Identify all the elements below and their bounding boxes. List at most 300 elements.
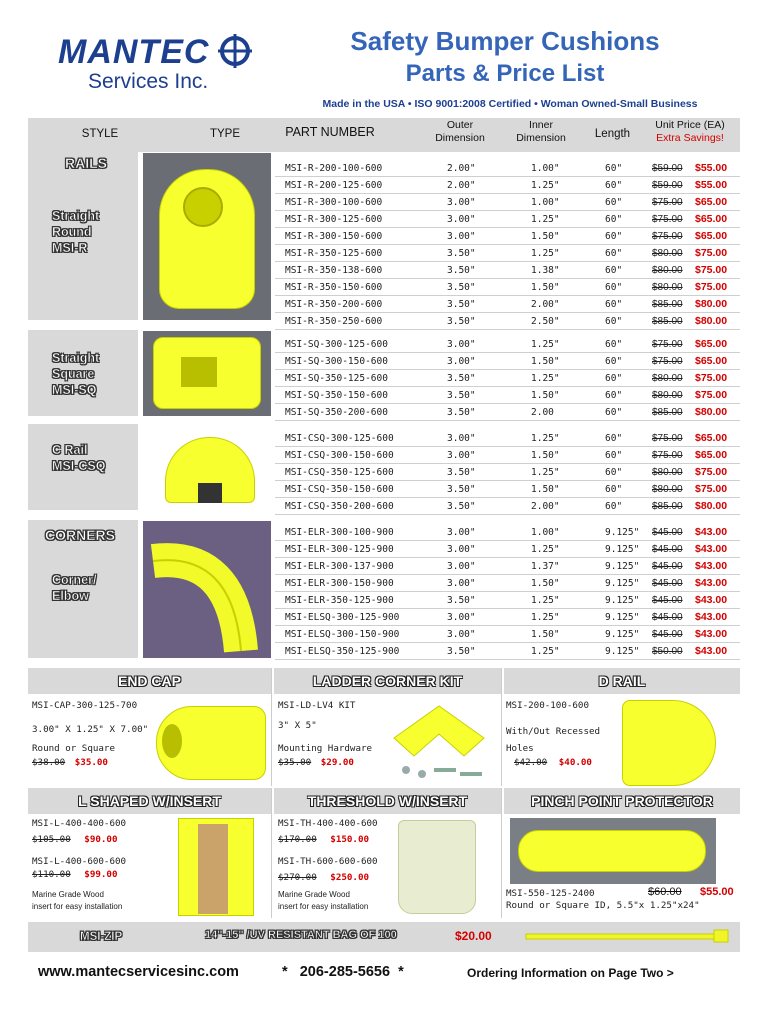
cell-part-number: MSI-SQ-350-125-600 xyxy=(285,373,388,384)
cell-inner-dim: 1.25" xyxy=(531,433,560,444)
table-row xyxy=(275,575,740,592)
cell-inner-dim: 1.25" xyxy=(531,214,560,225)
cell-new-price: $65.00 xyxy=(695,449,728,461)
cell-outer-dim: 3.00" xyxy=(447,578,476,589)
pinch-point-old-price: $60.00 xyxy=(648,886,682,898)
table-row xyxy=(275,160,740,177)
cell-old-price: $80.00 xyxy=(652,248,683,259)
cell-inner-dim: 1.25" xyxy=(531,595,560,606)
cell-old-price: $75.00 xyxy=(652,433,683,444)
table-row xyxy=(275,498,740,515)
table-row xyxy=(275,194,740,211)
cell-new-price: $75.00 xyxy=(695,264,728,276)
cell-outer-dim: 3.50" xyxy=(447,484,476,495)
cell-inner-dim: 1.25" xyxy=(531,467,560,478)
cell-inner-dim: 1.50" xyxy=(531,356,560,367)
end-cap-box xyxy=(28,668,272,786)
table-row xyxy=(275,626,740,643)
cell-old-price: $80.00 xyxy=(652,373,683,384)
c-rail-label-1: C Rail xyxy=(52,443,88,457)
c-rail-photo xyxy=(143,425,271,510)
cell-outer-dim: 3.50" xyxy=(447,501,476,512)
threshold-note-2: insert for easy installation xyxy=(278,902,369,911)
table-row xyxy=(275,228,740,245)
l-shaped-old-2: $110.00 xyxy=(32,869,71,880)
cell-outer-dim: 3.00" xyxy=(447,612,476,623)
threshold-title: THRESHOLD W/INSERT xyxy=(274,788,501,814)
l-shaped-note-1: Marine Grade Wood xyxy=(32,890,104,899)
cell-new-price: $43.00 xyxy=(695,628,728,640)
threshold-box xyxy=(274,788,502,918)
cell-inner-dim: 1.50" xyxy=(531,629,560,640)
cell-new-price: $75.00 xyxy=(695,483,728,495)
end-cap-part: MSI-CAP-300-125-700 xyxy=(32,700,138,711)
zip-desc: 14"-15" /UV RESISTANT BAG OF 100 xyxy=(205,929,397,941)
round-label-1: Straight xyxy=(52,209,100,223)
cell-new-price: $80.00 xyxy=(695,298,728,310)
col-style: STYLE xyxy=(81,128,119,140)
cell-part-number: MSI-R-300-125-600 xyxy=(285,214,383,225)
cell-inner-dim: 2.50" xyxy=(531,316,560,327)
cell-part-number: MSI-ELSQ-300-125-900 xyxy=(285,612,400,623)
cell-new-price: $43.00 xyxy=(695,594,728,606)
cell-outer-dim: 3.00" xyxy=(447,197,476,208)
table-row xyxy=(275,262,740,279)
cell-outer-dim: 2.00" xyxy=(447,163,476,174)
cell-part-number: MSI-ELR-300-100-900 xyxy=(285,527,394,538)
cell-old-price: $59.00 xyxy=(652,163,683,174)
col-part-number: PART NUMBER xyxy=(285,125,375,139)
cell-old-price: $80.00 xyxy=(652,265,683,276)
d-rail-part: MSI-200-100-600 xyxy=(506,700,589,711)
cell-part-number: MSI-SQ-300-150-600 xyxy=(285,356,388,367)
cell-outer-dim: 3.50" xyxy=(447,595,476,606)
elbow-photo xyxy=(143,521,271,658)
cell-part-number: MSI-ELR-300-125-900 xyxy=(285,544,394,555)
cell-length: 9.125" xyxy=(605,561,640,572)
round-label-3: MSI-R xyxy=(52,241,88,255)
elbow-label-1: Corner/ xyxy=(52,573,97,587)
d-rail-title: D RAIL xyxy=(504,668,740,694)
cell-inner-dim: 2.00 xyxy=(531,407,554,418)
table-row xyxy=(275,296,740,313)
cell-outer-dim: 3.00" xyxy=(447,561,476,572)
cell-outer-dim: 2.00" xyxy=(447,180,476,191)
footer-phone: * 206-285-5656 * xyxy=(282,964,404,980)
cell-outer-dim: 3.00" xyxy=(447,356,476,367)
zip-price: $20.00 xyxy=(455,929,492,943)
cell-old-price: $75.00 xyxy=(652,339,683,350)
cell-outer-dim: 3.00" xyxy=(447,629,476,640)
cell-inner-dim: 1.37" xyxy=(531,561,560,572)
cell-length: 60" xyxy=(605,197,623,208)
cell-inner-dim: 1.50" xyxy=(531,231,560,242)
table-row xyxy=(275,177,740,194)
cell-inner-dim: 1.50" xyxy=(531,282,560,293)
cell-inner-dim: 1.25" xyxy=(531,612,560,623)
cell-new-price: $65.00 xyxy=(695,213,728,225)
pinch-point-desc: Round or Square ID, 5.5"x 1.25"x24" xyxy=(506,900,700,911)
cell-new-price: $65.00 xyxy=(695,355,728,367)
ladder-kit-new-price: $29.00 xyxy=(320,757,354,768)
col-unit-price-1: Unit Price (EA) xyxy=(655,119,725,131)
cell-length: 9.125" xyxy=(605,544,640,555)
cell-new-price: $55.00 xyxy=(695,179,728,191)
cell-new-price: $65.00 xyxy=(695,196,728,208)
elbow-label xyxy=(52,572,96,604)
l-shaped-title: L SHAPED W/INSERT xyxy=(28,788,271,814)
logo-wordmark: MANTEC xyxy=(58,33,210,71)
cell-length: 60" xyxy=(605,163,623,174)
cell-outer-dim: 3.00" xyxy=(447,527,476,538)
company-logo xyxy=(58,34,258,104)
cell-length: 60" xyxy=(605,407,623,418)
cell-length: 60" xyxy=(605,265,623,276)
cell-new-price: $75.00 xyxy=(695,389,728,401)
table-row xyxy=(275,464,740,481)
cell-old-price: $45.00 xyxy=(652,544,683,555)
cell-inner-dim: 1.50" xyxy=(531,450,560,461)
cell-old-price: $50.00 xyxy=(652,646,683,657)
cell-part-number: MSI-SQ-350-200-600 xyxy=(285,407,388,418)
cell-new-price: $80.00 xyxy=(695,406,728,418)
cell-outer-dim: 3.00" xyxy=(447,544,476,555)
square-label-3: MSI-SQ xyxy=(52,383,97,397)
cell-new-price: $43.00 xyxy=(695,611,728,623)
cell-part-number: MSI-CSQ-300-125-600 xyxy=(285,433,394,444)
threshold-new-1: $150.00 xyxy=(330,834,370,845)
elbow-label-2: Elbow xyxy=(52,589,89,603)
c-rail-label xyxy=(52,442,105,474)
threshold-part-1: MSI-TH-400-400-600 xyxy=(278,818,378,829)
col-type: TYPE xyxy=(209,128,241,140)
l-shaped-old-1: $105.00 xyxy=(32,834,71,845)
l-shaped-part-1: MSI-L-400-400-600 xyxy=(32,818,127,829)
col-outer-2: Dimension xyxy=(435,132,485,144)
cell-outer-dim: 3.50" xyxy=(447,316,476,327)
cell-inner-dim: 1.50" xyxy=(531,390,560,401)
cell-old-price: $85.00 xyxy=(652,407,683,418)
cell-inner-dim: 1.25" xyxy=(531,544,560,555)
cell-old-price: $75.00 xyxy=(652,450,683,461)
table-row xyxy=(275,481,740,498)
cell-length: 60" xyxy=(605,248,623,259)
cell-inner-dim: 1.25" xyxy=(531,339,560,350)
cell-length: 9.125" xyxy=(605,612,640,623)
footer-website[interactable]: www.mantecservicesinc.com xyxy=(38,964,239,980)
ladder-kit-old-price: $35.00 xyxy=(278,757,312,768)
cell-old-price: $80.00 xyxy=(652,282,683,293)
l-shaped-box xyxy=(28,788,272,918)
ladder-kit-image xyxy=(384,698,494,784)
col-inner-1: Inner xyxy=(529,119,553,131)
cell-length: 9.125" xyxy=(605,527,640,538)
cell-length: 60" xyxy=(605,373,623,384)
table-row xyxy=(275,524,740,541)
d-rail-new-price: $40.00 xyxy=(558,757,592,768)
table-row xyxy=(275,336,740,353)
page-title: Safety Bumper Cushions xyxy=(350,26,660,56)
cell-outer-dim: 3.50" xyxy=(447,299,476,310)
end-cap-price xyxy=(32,757,108,768)
end-cap-title: END CAP xyxy=(28,668,271,694)
cell-outer-dim: 3.50" xyxy=(447,390,476,401)
d-rail-box xyxy=(504,668,740,786)
col-inner xyxy=(506,119,576,145)
logo-crosshair-icon xyxy=(218,34,252,68)
d-rail-option-1: With/Out Recessed xyxy=(506,726,601,737)
threshold-price-2 xyxy=(278,872,369,883)
cell-outer-dim: 3.00" xyxy=(447,214,476,225)
tagline: Made in the USA • ISO 9001:2008 Certified • Woman Owned-Small Business xyxy=(322,98,698,110)
cell-new-price: $65.00 xyxy=(695,230,728,242)
cell-new-price: $43.00 xyxy=(695,577,728,589)
d-rail-price xyxy=(514,757,592,768)
table-row xyxy=(275,404,740,421)
cell-inner-dim: 1.00" xyxy=(531,163,560,174)
d-rail-option-2: Holes xyxy=(506,743,534,754)
pinch-point-part: MSI-550-125-2400 xyxy=(506,888,595,899)
cell-part-number: MSI-ELR-300-137-900 xyxy=(285,561,394,572)
cell-inner-dim: 1.50" xyxy=(531,578,560,589)
cell-length: 9.125" xyxy=(605,646,640,657)
end-cap-new-price: $35.00 xyxy=(74,757,108,768)
l-shaped-price-2 xyxy=(32,869,117,880)
cell-inner-dim: 1.25" xyxy=(531,248,560,259)
cell-new-price: $75.00 xyxy=(695,247,728,259)
cell-old-price: $85.00 xyxy=(652,299,683,310)
cell-new-price: $75.00 xyxy=(695,281,728,293)
col-extra-savings: Extra Savings! xyxy=(656,132,724,144)
cell-part-number: MSI-R-200-100-600 xyxy=(285,163,383,174)
threshold-price-1 xyxy=(278,834,369,845)
col-unit-price xyxy=(640,119,740,145)
zip-tie-image xyxy=(520,926,732,948)
cell-length: 60" xyxy=(605,316,623,327)
table-row xyxy=(275,370,740,387)
cell-old-price: $75.00 xyxy=(652,197,683,208)
table-row xyxy=(275,558,740,575)
cell-new-price: $65.00 xyxy=(695,338,728,350)
table-row xyxy=(275,541,740,558)
cell-new-price: $80.00 xyxy=(695,315,728,327)
table-row xyxy=(275,313,740,330)
cell-length: 60" xyxy=(605,450,623,461)
cell-old-price: $80.00 xyxy=(652,390,683,401)
cell-inner-dim: 2.00" xyxy=(531,299,560,310)
cell-inner-dim: 1.38" xyxy=(531,265,560,276)
cell-old-price: $45.00 xyxy=(652,561,683,572)
rails-heading: RAILS xyxy=(65,155,107,171)
pinch-point-box xyxy=(504,788,740,918)
cell-length: 60" xyxy=(605,339,623,350)
cell-outer-dim: 3.00" xyxy=(447,450,476,461)
cell-part-number: MSI-CSQ-300-150-600 xyxy=(285,450,394,461)
cell-old-price: $75.00 xyxy=(652,231,683,242)
round-label xyxy=(52,208,99,256)
cell-length: 60" xyxy=(605,299,623,310)
cell-length: 60" xyxy=(605,356,623,367)
cell-outer-dim: 3.50" xyxy=(447,265,476,276)
d-rail-image xyxy=(622,700,716,786)
cell-outer-dim: 3.50" xyxy=(447,282,476,293)
col-inner-2: Dimension xyxy=(516,132,566,144)
cell-old-price: $80.00 xyxy=(652,467,683,478)
cell-old-price: $85.00 xyxy=(652,316,683,327)
cell-old-price: $45.00 xyxy=(652,578,683,589)
cell-old-price: $45.00 xyxy=(652,629,683,640)
cell-outer-dim: 3.50" xyxy=(447,467,476,478)
cell-old-price: $59.00 xyxy=(652,180,683,191)
cell-length: 60" xyxy=(605,180,623,191)
table-row xyxy=(275,211,740,228)
cell-length: 60" xyxy=(605,467,623,478)
round-rail-photo xyxy=(143,153,271,320)
cell-old-price: $75.00 xyxy=(652,214,683,225)
ladder-kit-dims: 3" X 5" xyxy=(278,720,317,731)
square-rail-photo xyxy=(143,331,271,416)
cell-length: 60" xyxy=(605,214,623,225)
corners-heading: CORNERS xyxy=(45,527,116,543)
threshold-part-2: MSI-TH-600-600-600 xyxy=(278,856,378,867)
cell-length: 9.125" xyxy=(605,595,640,606)
cell-part-number: MSI-R-350-138-600 xyxy=(285,265,383,276)
cell-inner-dim: 1.25" xyxy=(531,646,560,657)
cell-inner-dim: 1.00" xyxy=(531,527,560,538)
cell-outer-dim: 3.00" xyxy=(447,339,476,350)
cell-old-price: $85.00 xyxy=(652,501,683,512)
c-rail-label-2: MSI-CSQ xyxy=(52,459,106,473)
cell-old-price: $45.00 xyxy=(652,595,683,606)
cell-length: 9.125" xyxy=(605,578,640,589)
end-cap-shape: Round or Square xyxy=(32,743,115,754)
cell-new-price: $43.00 xyxy=(695,543,728,555)
ladder-kit-part: MSI-LD-LV4 KIT xyxy=(278,700,356,711)
cell-outer-dim: 3.50" xyxy=(447,248,476,259)
l-shaped-image xyxy=(178,818,254,916)
cell-part-number: MSI-ELR-300-150-900 xyxy=(285,578,394,589)
cell-part-number: MSI-ELR-350-125-900 xyxy=(285,595,394,606)
cell-inner-dim: 1.00" xyxy=(531,197,560,208)
threshold-new-2: $250.00 xyxy=(330,872,370,883)
l-shaped-new-2: $99.00 xyxy=(84,869,118,880)
ladder-kit-hardware: Mounting Hardware xyxy=(278,743,373,754)
cell-part-number: MSI-SQ-300-125-600 xyxy=(285,339,388,350)
ladder-kit-price xyxy=(278,757,354,768)
end-cap-old-price: $38.00 xyxy=(32,757,66,768)
page-subtitle: Parts & Price List xyxy=(405,60,605,87)
cell-part-number: MSI-R-350-250-600 xyxy=(285,316,383,327)
cell-part-number: MSI-CSQ-350-150-600 xyxy=(285,484,394,495)
cell-new-price: $43.00 xyxy=(695,526,728,538)
pinch-point-title: PINCH POINT PROTECTOR xyxy=(504,788,740,814)
cell-part-number: MSI-CSQ-350-125-600 xyxy=(285,467,394,478)
cell-length: 9.125" xyxy=(605,629,640,640)
cell-outer-dim: 3.00" xyxy=(447,433,476,444)
table-row xyxy=(275,447,740,464)
cell-outer-dim: 3.50" xyxy=(447,646,476,657)
cell-outer-dim: 3.50" xyxy=(447,373,476,384)
table-row xyxy=(275,609,740,626)
cell-outer-dim: 3.00" xyxy=(447,231,476,242)
ladder-kit-box xyxy=(274,668,502,786)
cell-outer-dim: 3.50" xyxy=(447,407,476,418)
cell-new-price: $65.00 xyxy=(695,432,728,444)
cell-new-price: $43.00 xyxy=(695,560,728,572)
table-row xyxy=(275,387,740,404)
col-outer-1: Outer xyxy=(446,119,474,131)
cell-part-number: MSI-CSQ-350-200-600 xyxy=(285,501,394,512)
table-row xyxy=(275,279,740,296)
threshold-old-2: $270.00 xyxy=(278,872,317,883)
cell-length: 60" xyxy=(605,282,623,293)
square-label xyxy=(52,350,99,398)
table-row xyxy=(275,430,740,447)
l-shaped-new-1: $90.00 xyxy=(84,834,118,845)
footer-ordering-link[interactable]: Ordering Information on Page Two > xyxy=(467,966,674,980)
cell-new-price: $75.00 xyxy=(695,466,728,478)
cell-new-price: $43.00 xyxy=(695,645,728,657)
table-row xyxy=(275,353,740,370)
cell-part-number: MSI-R-300-100-600 xyxy=(285,197,383,208)
cell-part-number: MSI-R-350-200-600 xyxy=(285,299,383,310)
round-label-2: Round xyxy=(52,225,92,239)
cell-length: 60" xyxy=(605,231,623,242)
table-row xyxy=(275,245,740,262)
cell-old-price: $45.00 xyxy=(652,527,683,538)
cell-part-number: MSI-R-200-125-600 xyxy=(285,180,383,191)
table-row xyxy=(275,643,740,660)
ladder-kit-title: LADDER CORNER KIT xyxy=(274,668,501,694)
cell-part-number: MSI-ELSQ-300-150-900 xyxy=(285,629,400,640)
table-row xyxy=(275,592,740,609)
cell-part-number: MSI-ELSQ-350-125-900 xyxy=(285,646,400,657)
col-outer xyxy=(425,119,495,145)
col-length: Length xyxy=(594,128,631,140)
threshold-old-1: $170.00 xyxy=(278,834,317,845)
d-rail-old-price: $42.00 xyxy=(514,757,548,768)
cell-part-number: MSI-R-300-150-600 xyxy=(285,231,383,242)
cell-part-number: MSI-R-350-125-600 xyxy=(285,248,383,259)
cell-new-price: $75.00 xyxy=(695,372,728,384)
cell-part-number: MSI-R-350-150-600 xyxy=(285,282,383,293)
end-cap-dims: 3.00" X 1.25" X 7.00" xyxy=(32,724,149,735)
l-shaped-part-2: MSI-L-400-600-600 xyxy=(32,856,127,867)
logo-subtitle: Services Inc. xyxy=(88,70,209,93)
cell-inner-dim: 1.25" xyxy=(531,373,560,384)
square-label-1: Straight xyxy=(52,351,100,365)
threshold-image xyxy=(398,820,476,914)
cell-old-price: $45.00 xyxy=(652,612,683,623)
l-shaped-note-2: insert for easy installation xyxy=(32,902,123,911)
pinch-point-image xyxy=(510,818,716,884)
cell-length: 60" xyxy=(605,484,623,495)
cell-new-price: $80.00 xyxy=(695,500,728,512)
cell-length: 60" xyxy=(605,433,623,444)
cell-inner-dim: 1.50" xyxy=(531,484,560,495)
cell-part-number: MSI-SQ-350-150-600 xyxy=(285,390,388,401)
cell-new-price: $55.00 xyxy=(695,162,728,174)
pinch-point-new-price: $55.00 xyxy=(700,886,734,898)
cell-old-price: $75.00 xyxy=(652,356,683,367)
square-label-2: Square xyxy=(52,367,95,381)
threshold-note-1: Marine Grade Wood xyxy=(278,890,350,899)
cell-inner-dim: 2.00" xyxy=(531,501,560,512)
cell-length: 60" xyxy=(605,501,623,512)
cell-old-price: $80.00 xyxy=(652,484,683,495)
zip-label: MSI-ZIP xyxy=(80,931,123,943)
cell-inner-dim: 1.25" xyxy=(531,180,560,191)
